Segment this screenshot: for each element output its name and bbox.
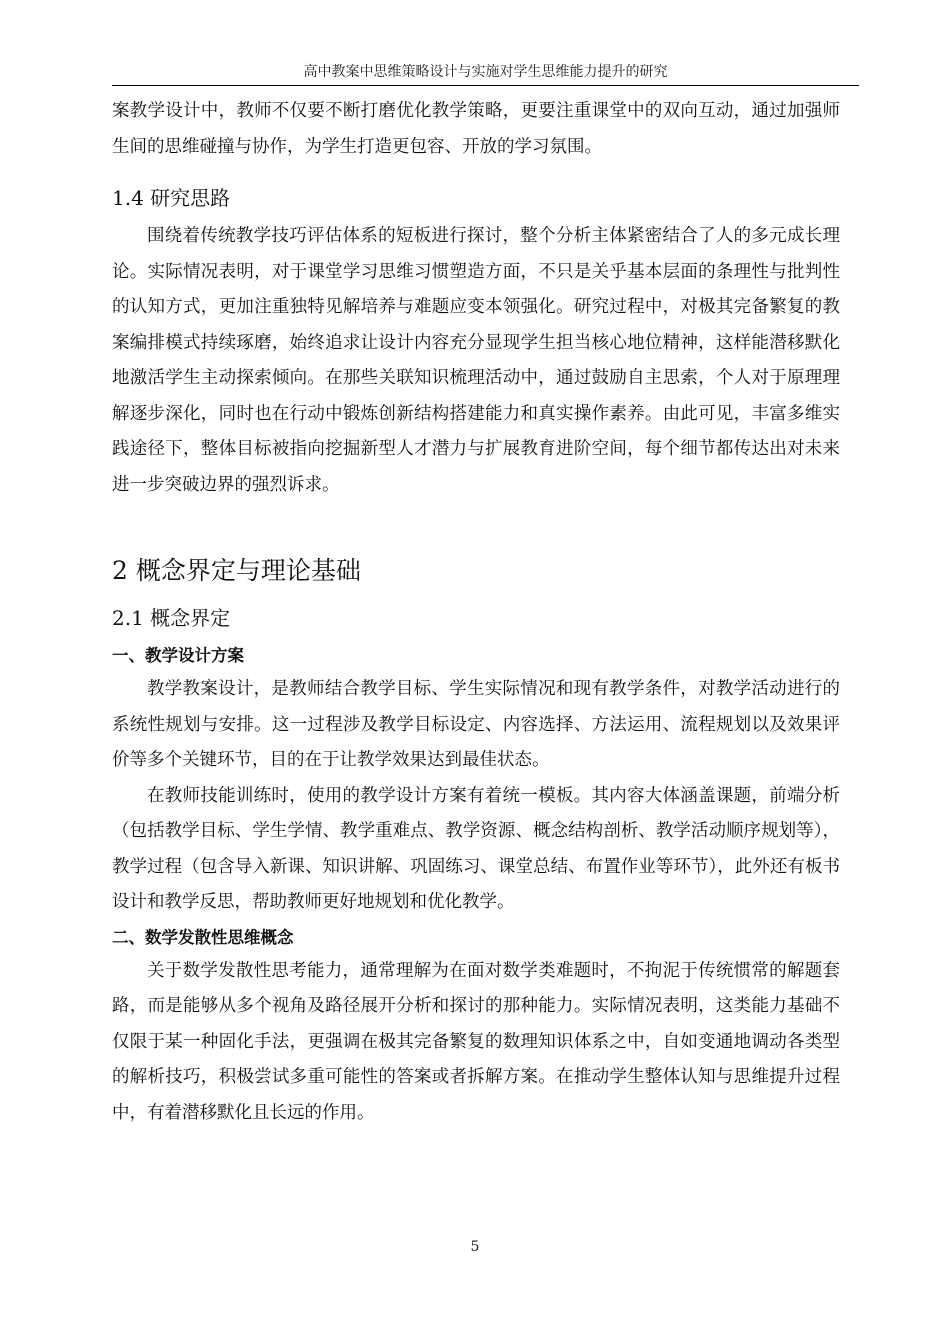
page-content [112, 94, 840, 1131]
section-heading-2-1: 2.1 概念界定 [112, 606, 231, 630]
page-number: 5 [470, 1239, 480, 1255]
paragraph-divergent-thinking: 关于数学发散性思考能力，通常理解为在面对数学类难题时，不拘泥于传统惯常的解题套路，而是能够从多个视角及路径展开分析和探讨的那种能力。实际情况表明，这类能力基础不仅限于某一种固化手法，更强调在极其完备繁复的数理知识体系之中，自如变通地调动各类型的解析技巧，积极尝试多重可能性的答案或者拆解方案。在推动学生整体认知与思维提升过程中，有着潜移默化且长远的作用。 [112, 960, 840, 1123]
subsection-heading-teaching-design: 一、教学设计方案 [112, 646, 244, 665]
chapter-heading-2: 2 概念界定与理论基础 [112, 556, 361, 585]
running-header: 高中教案中思维策略设计与实施对学生思维能力提升的研究 [303, 64, 668, 80]
paragraph-teaching-design-definition: 教学教案设计，是教师结合教学目标、学生实际情况和现有教学条件，对教学活动进行的系统性规划与安排。这一过程涉及教学目标设定、内容选择、方法运用、流程规划以及效果评价等多个关键环节，目的在于让教学效果达到最佳状态。 [112, 679, 840, 770]
subsection-heading-divergent-thinking: 二、数学发散性思维概念 [112, 927, 294, 947]
header-rule [112, 85, 859, 86]
paragraph-teaching-design-template: 在教师技能训练时，使用的教学设计方案有着统一模板。其内容大体涵盖课题，前端分析（包括教学目标、学生学情、教学重难点、教学资源、概念结构剖析、教学活动顺序规划等），教学过程（包含导入新课、知识讲解、巩固练习、课堂总结、布置作业等环节），此外还有板书设计和教学反思，帮助教师更好地规划和优化教学。 [112, 785, 840, 912]
paragraph-research-approach: 围绕着传统教学技巧评估体系的短板进行探讨，整个分析主体紧密结合了人的多元成长理论。实际情况表明，对于课堂学习思维习惯塑造方面，不只是关乎基本层面的条理性与批判性的认知方式，更加注重独特见解培养与难题应变本领强化。研究过程中，对极其完备繁复的教案编排模式持续琢磨，始终追求让设计内容充分显现学生担当核心地位精神，这样能潜移默化地激活学生主动探索倾向。在那些关联知识梳理活动中，通过鼓励自主思索，个人对于原理理解逐步深化，同时也在行动中锻炼创新结构搭建能力和真实操作素养。由此可见，丰富多维实践途径下，整体目标被指向挖掘新型人才潜力与扩展教育进阶空间，每个细节都传达出对未来进一步突破边界的强烈诉求。 [112, 226, 840, 495]
paragraph-intro: 案教学设计中，教师不仅要不断打磨优化教学策略，更要注重课堂中的双向互动，通过加强师生间的思维碰撞与协作，为学生打造更包容、开放的学习氛围。 [112, 101, 840, 157]
section-heading-1-4: 1.4 研究思路 [112, 186, 231, 210]
